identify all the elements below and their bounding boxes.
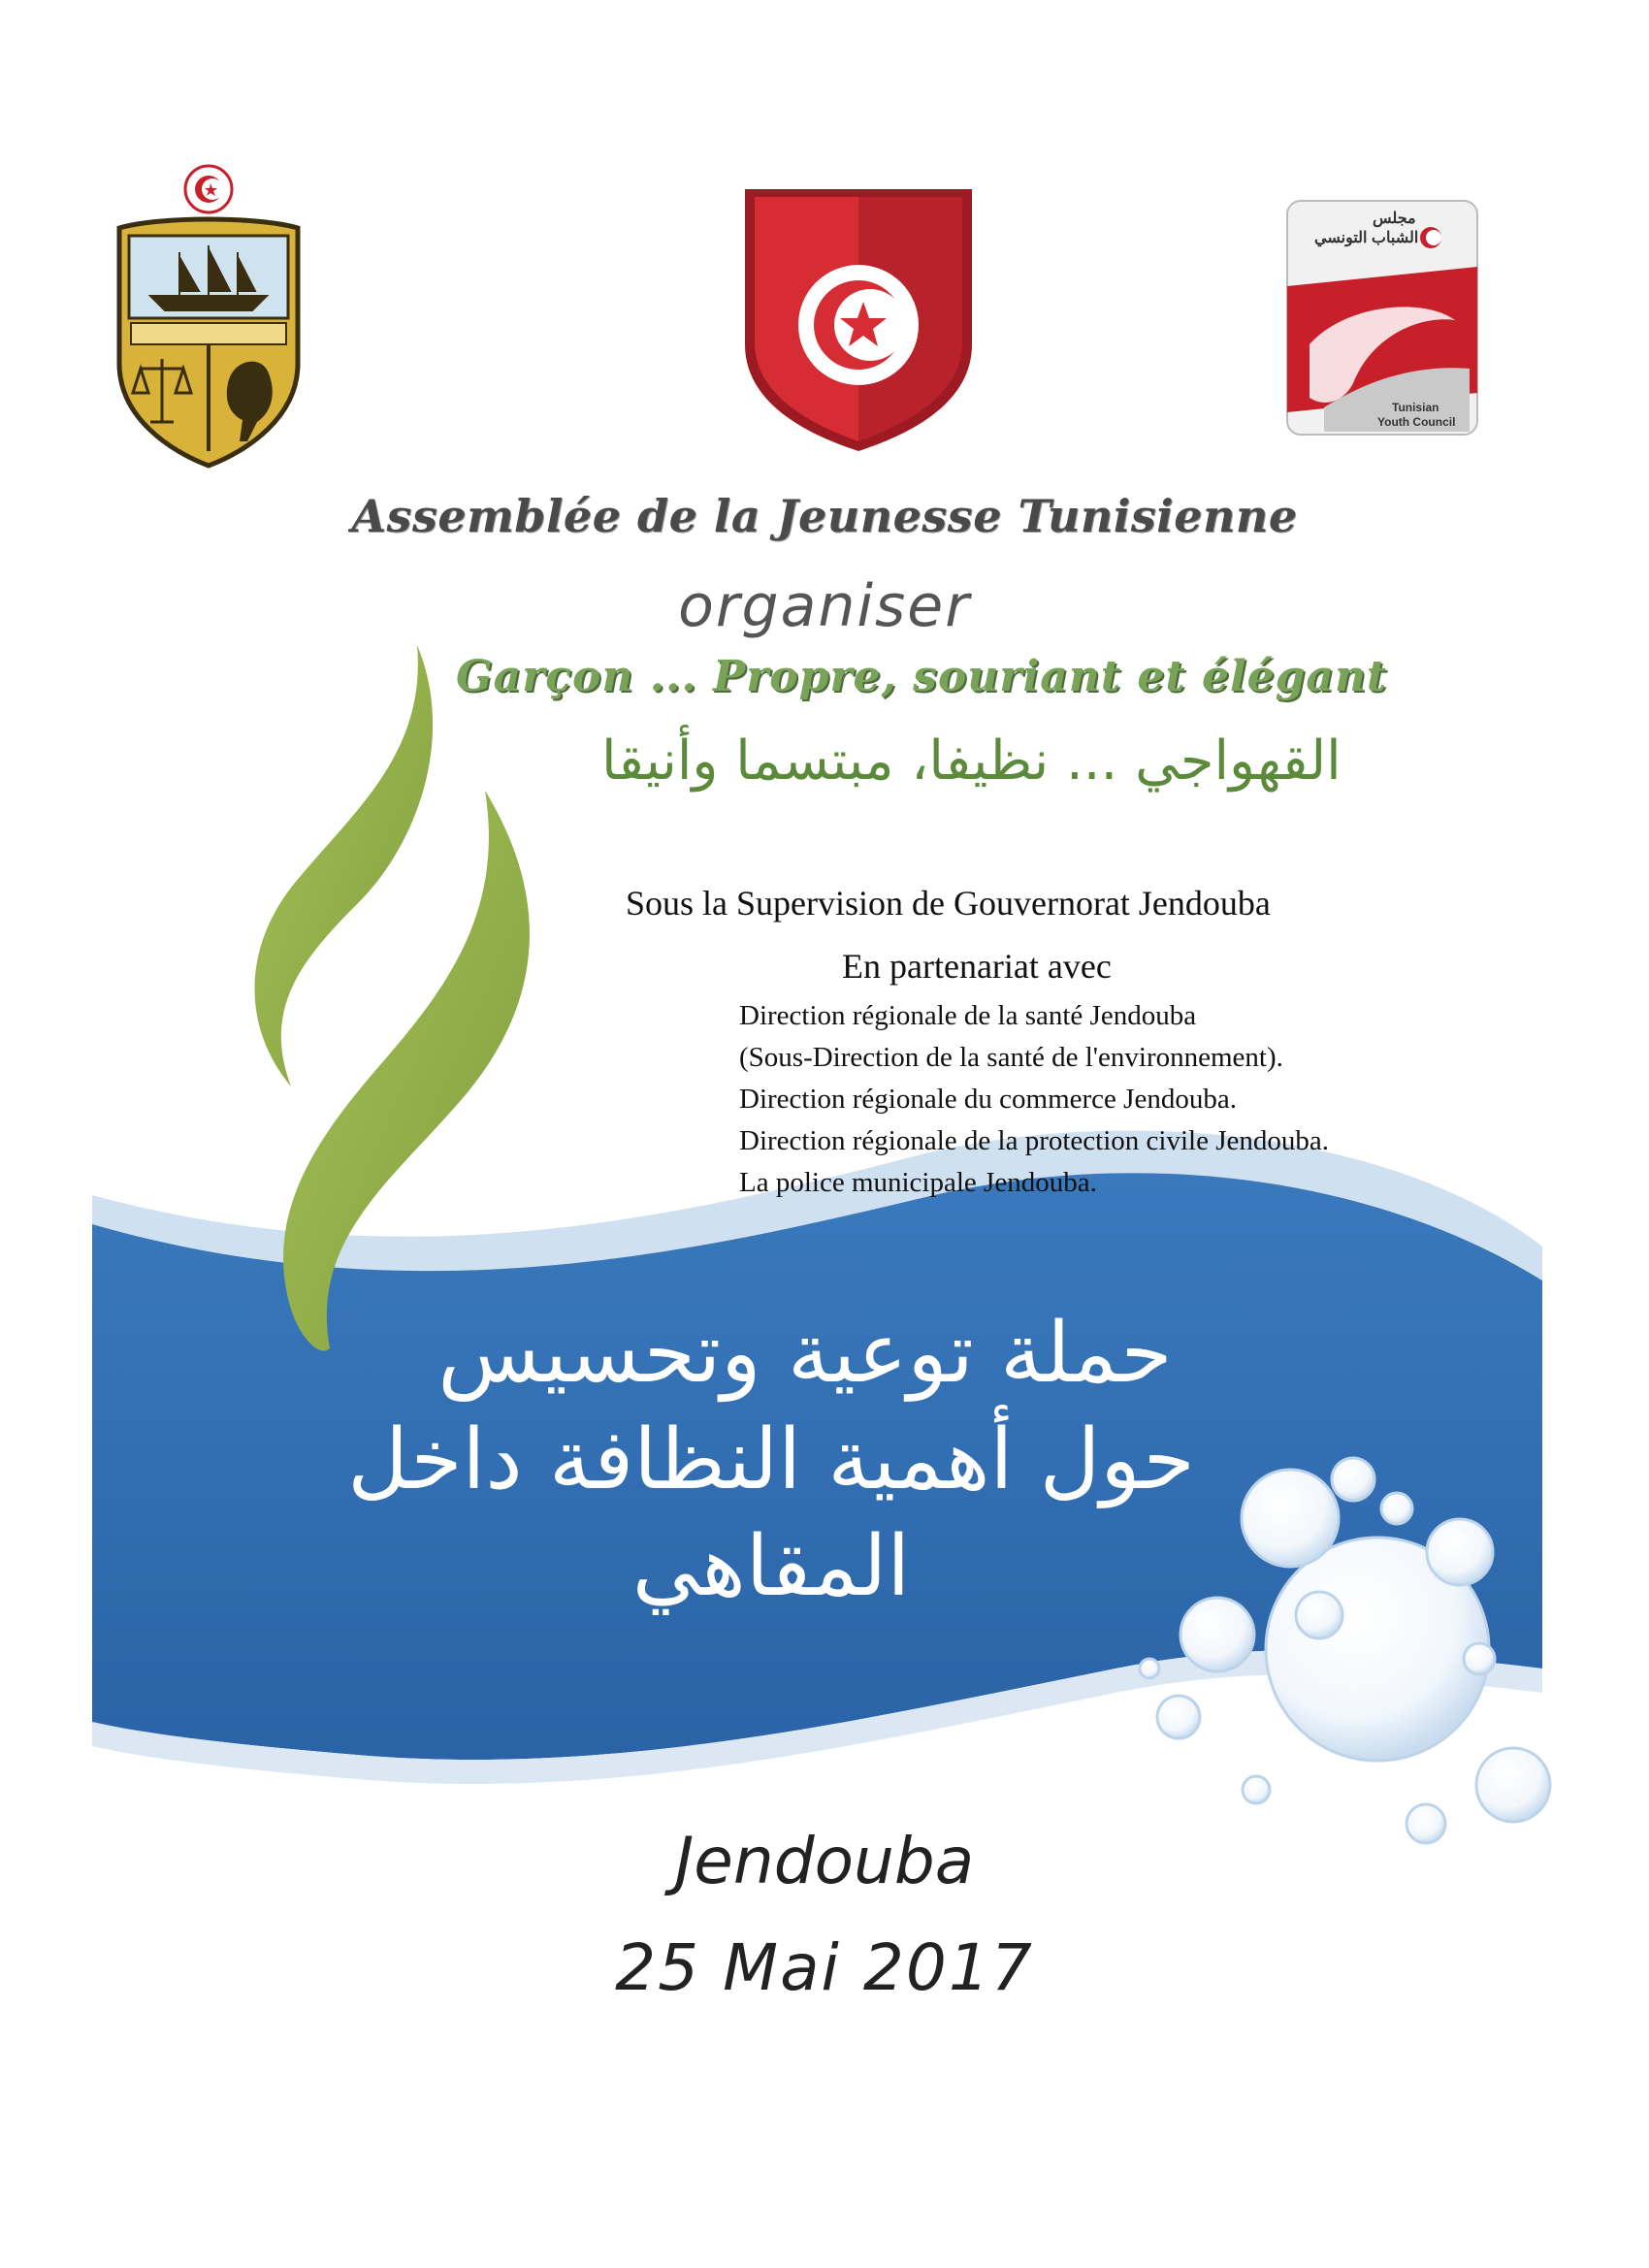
event-place: Jendouba [674, 1824, 975, 1898]
supervision-text: Sous la Supervision de Gouvernorat Jendouba [626, 884, 1271, 923]
bubble [1157, 1696, 1200, 1738]
campaign-line-2: حول أهمية النظافة داخل المقاهي [347, 1411, 1195, 1615]
partner-item: Direction régionale de la protection civile Jendouba. [739, 1125, 1329, 1156]
motto-ribbon [131, 323, 286, 344]
bubble [1381, 1493, 1412, 1524]
bubble [1332, 1458, 1374, 1501]
bubble [1427, 1519, 1493, 1585]
bubble [1140, 1659, 1159, 1678]
tunisia-flag-shield-logo [737, 179, 980, 456]
bubble [1476, 1748, 1550, 1822]
youth-council-ar-top: مجلس [1373, 211, 1416, 227]
organiser-text: organiser [678, 572, 971, 640]
partner-item: La police municipale Jendouba. [739, 1167, 1097, 1198]
campaign-line-1: حملة توعية وتحسيس [437, 1305, 1173, 1402]
partner-item: Direction régionale du commerce Jendouba. [739, 1084, 1237, 1115]
bubble [1243, 1776, 1270, 1803]
coat-of-arms-logo [102, 160, 315, 470]
youth-council-en-1: Tunisian [1392, 401, 1439, 414]
bubble [1464, 1643, 1495, 1674]
partnership-heading: En partenariat avec [842, 947, 1112, 986]
page-title: Assemblée de la Jeunesse Tunisienne [351, 490, 1298, 542]
partner-item: (Sous-Direction de la santé de l'environnement). [739, 1042, 1283, 1073]
partners-list [739, 995, 1329, 1204]
youth-council-en-2: Youth Council [1377, 415, 1456, 429]
partner-item: Direction régionale de la santé Jendouba [739, 1000, 1197, 1031]
subtitle-french: Garçon ... Propre, souriant et élégant [456, 652, 1388, 701]
subtitle-arabic: القهواجي ... نظيفا، مبتسما وأنيقا [601, 729, 1342, 793]
campaign-title [320, 1300, 1290, 1620]
youth-council-ar-bottom: الشباب التونسي [1314, 230, 1419, 246]
youth-council-logo [1285, 199, 1479, 437]
bubble [1296, 1592, 1342, 1638]
green-leaf-top [255, 645, 434, 1086]
event-date: 25 Mai 2017 [615, 1930, 1034, 2005]
